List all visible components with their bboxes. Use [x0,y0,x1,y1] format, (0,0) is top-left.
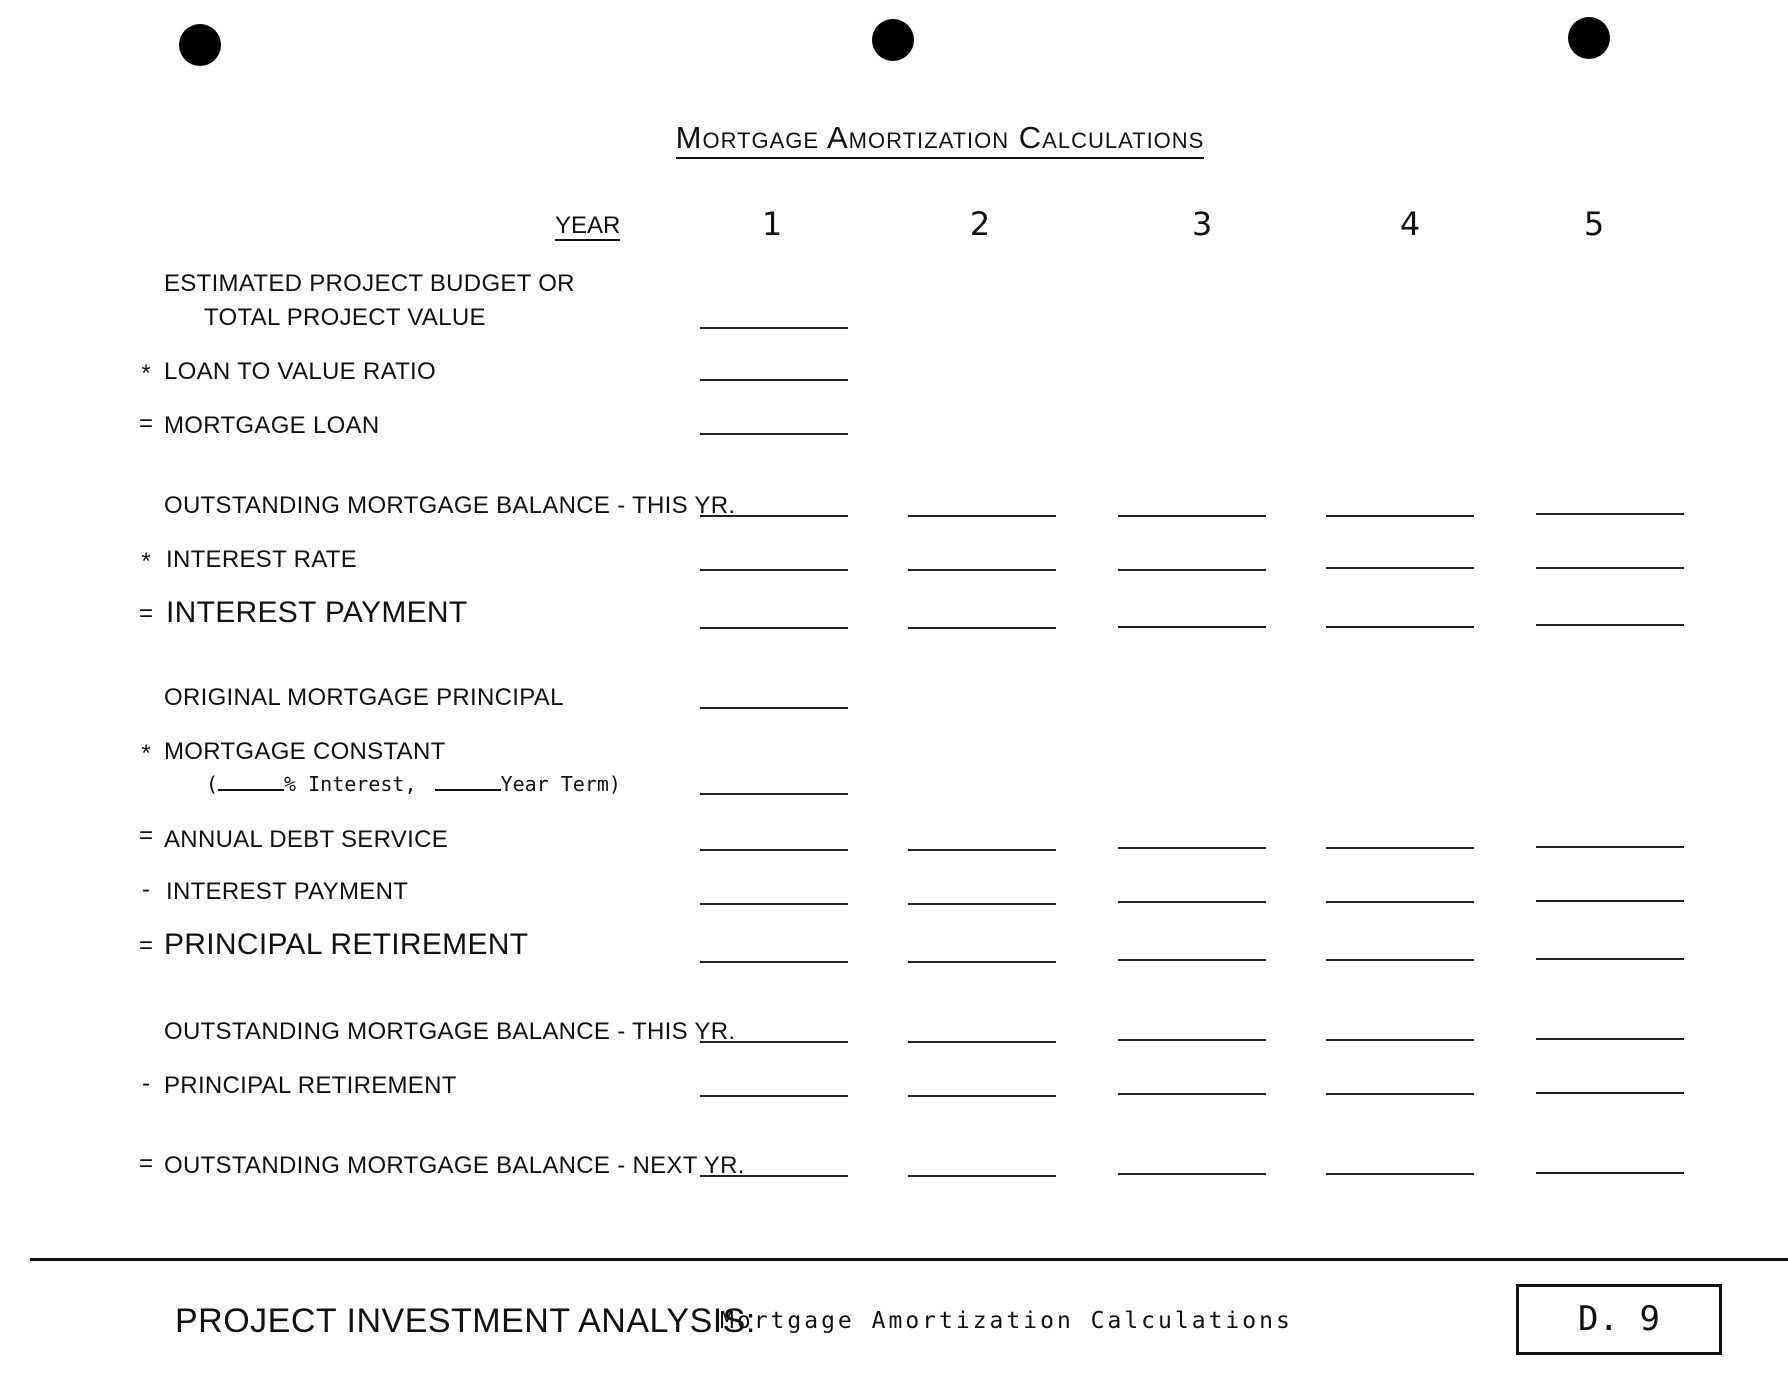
row-label-original-principal: ORIGINAL MORTGAGE PRINCIPAL [164,684,564,711]
year-term-blank [435,771,501,791]
blank-interest-rate-y5[interactable] [1536,567,1684,569]
blank-ltv-y1[interactable] [700,379,848,381]
blank-interest-payment-2-y2[interactable] [908,903,1056,905]
blank-principal-retirement-y4[interactable] [1326,959,1474,961]
blank-interest-payment-2-y3[interactable] [1118,901,1266,903]
terms-interest-text: % Interest, [284,772,417,796]
blank-balance-this-yr-y5[interactable] [1536,513,1684,515]
row-label-interest-rate: INTEREST RATE [166,546,358,573]
blank-original-principal-y1[interactable] [700,707,848,709]
operator-equals: = [138,600,153,627]
blank-interest-rate-y2[interactable] [908,569,1056,571]
terms-year-term-text: Year Term) [500,772,621,796]
blank-principal-retirement-y5[interactable] [1536,958,1684,960]
operator-equals: = [138,1150,153,1177]
row-label-balance-this-yr-2: OUTSTANDING MORTGAGE BALANCE - THIS YR. [164,1018,736,1045]
footer-subtitle: Mortgage Amortization Calculations [720,1308,1293,1334]
blank-balance-this-yr-2-y2[interactable] [908,1041,1056,1043]
row-label-mortgage-constant: MORTGAGE CONSTANT [164,738,446,765]
row-label-principal-retirement-2: PRINCIPAL RETIREMENT [164,1072,457,1099]
blank-interest-payment-y1[interactable] [700,627,848,629]
blank-principal-retirement-y2[interactable] [908,961,1056,963]
blank-principal-retirement-2-y3[interactable] [1118,1093,1266,1095]
operator-equals: = [138,822,153,849]
row-label-annual-debt-service: ANNUAL DEBT SERVICE [164,826,449,853]
blank-annual-debt-service-y3[interactable] [1118,847,1266,849]
blank-balance-this-yr-2-y5[interactable] [1536,1038,1684,1040]
year-label: YEAR [555,212,621,239]
page-title: Mortgage Amortization Calculations [0,120,1788,156]
blank-balance-this-yr-2-y3[interactable] [1118,1039,1266,1041]
row-label-budget-line1: ESTIMATED PROJECT BUDGET OR [164,270,575,297]
blank-mortgage-constant-y1[interactable] [700,793,848,795]
blank-balance-next-yr-y4[interactable] [1326,1173,1474,1175]
blank-interest-rate-y4[interactable] [1326,567,1474,569]
blank-interest-rate-y3[interactable] [1118,569,1266,571]
blank-principal-retirement-y3[interactable] [1118,959,1266,961]
blank-annual-debt-service-y5[interactable] [1536,846,1684,848]
row-label-principal-retirement: PRINCIPAL RETIREMENT [164,928,529,961]
blank-annual-debt-service-y2[interactable] [908,849,1056,851]
row-label-mortgage-loan: MORTGAGE LOAN [164,412,380,439]
blank-interest-payment-2-y1[interactable] [700,903,848,905]
row-label-balance-this-yr: OUTSTANDING MORTGAGE BALANCE - THIS YR. [164,492,736,519]
blank-balance-this-yr-y1[interactable] [700,515,848,517]
binder-hole-center [872,19,914,61]
year-5: 5 [1583,205,1605,243]
page-code-box: D. 9 [1516,1284,1722,1355]
year-3: 3 [1191,205,1213,243]
binder-hole-left [179,24,221,66]
blank-balance-next-yr-y5[interactable] [1536,1172,1684,1174]
blank-interest-payment-y2[interactable] [908,627,1056,629]
year-4: 4 [1399,205,1421,243]
row-label-interest-payment-2: INTEREST PAYMENT [166,878,409,905]
row-label-balance-next-yr: OUTSTANDING MORTGAGE BALANCE - NEXT YR. [164,1152,745,1179]
blank-interest-payment-2-y4[interactable] [1326,901,1474,903]
blank-interest-payment-y5[interactable] [1536,624,1684,626]
binder-hole-right [1568,17,1610,59]
blank-balance-next-yr-y3[interactable] [1118,1173,1266,1175]
blank-principal-retirement-2-y5[interactable] [1536,1092,1684,1094]
blank-balance-next-yr-y2[interactable] [908,1175,1056,1177]
row-label-interest-payment: INTEREST PAYMENT [166,596,468,629]
blank-balance-next-yr-y1[interactable] [700,1175,848,1177]
blank-balance-this-yr-y3[interactable] [1118,515,1266,517]
blank-interest-payment-y4[interactable] [1326,626,1474,628]
blank-interest-payment-y3[interactable] [1118,626,1266,628]
blank-balance-this-yr-2-y4[interactable] [1326,1039,1474,1041]
interest-percent-blank [218,771,284,791]
blank-interest-rate-y1[interactable] [700,569,848,571]
operator-multiply: * [141,548,151,575]
blank-annual-debt-service-y4[interactable] [1326,847,1474,849]
operator-minus: - [142,1070,150,1097]
year-2: 2 [969,205,991,243]
blank-balance-this-yr-y2[interactable] [908,515,1056,517]
blank-balance-this-yr-2-y1[interactable] [700,1041,848,1043]
blank-interest-payment-2-y5[interactable] [1536,900,1684,902]
year-1: 1 [761,205,783,243]
blank-balance-this-yr-y4[interactable] [1326,515,1474,517]
operator-minus: - [142,876,150,903]
operator-equals: = [138,410,153,437]
blank-annual-debt-service-y1[interactable] [700,849,848,851]
footer-divider [30,1258,1788,1261]
blank-principal-retirement-2-y4[interactable] [1326,1093,1474,1095]
blank-budget-y1[interactable] [700,327,848,329]
terms-open-paren: ( [206,772,219,796]
blank-principal-retirement-y1[interactable] [700,961,848,963]
blank-mortgage-loan-y1[interactable] [700,433,848,435]
footer-section-title: PROJECT INVESTMENT ANALYSIS: [175,1302,756,1340]
blank-principal-retirement-2-y1[interactable] [700,1095,848,1097]
blank-principal-retirement-2-y2[interactable] [908,1095,1056,1097]
operator-equals: = [138,932,153,959]
row-label-budget-line2: TOTAL PROJECT VALUE [204,304,486,331]
operator-multiply: * [141,360,151,387]
mortgage-constant-terms [206,771,621,796]
operator-multiply: * [141,740,151,767]
row-label-ltv: LOAN TO VALUE RATIO [164,358,436,385]
